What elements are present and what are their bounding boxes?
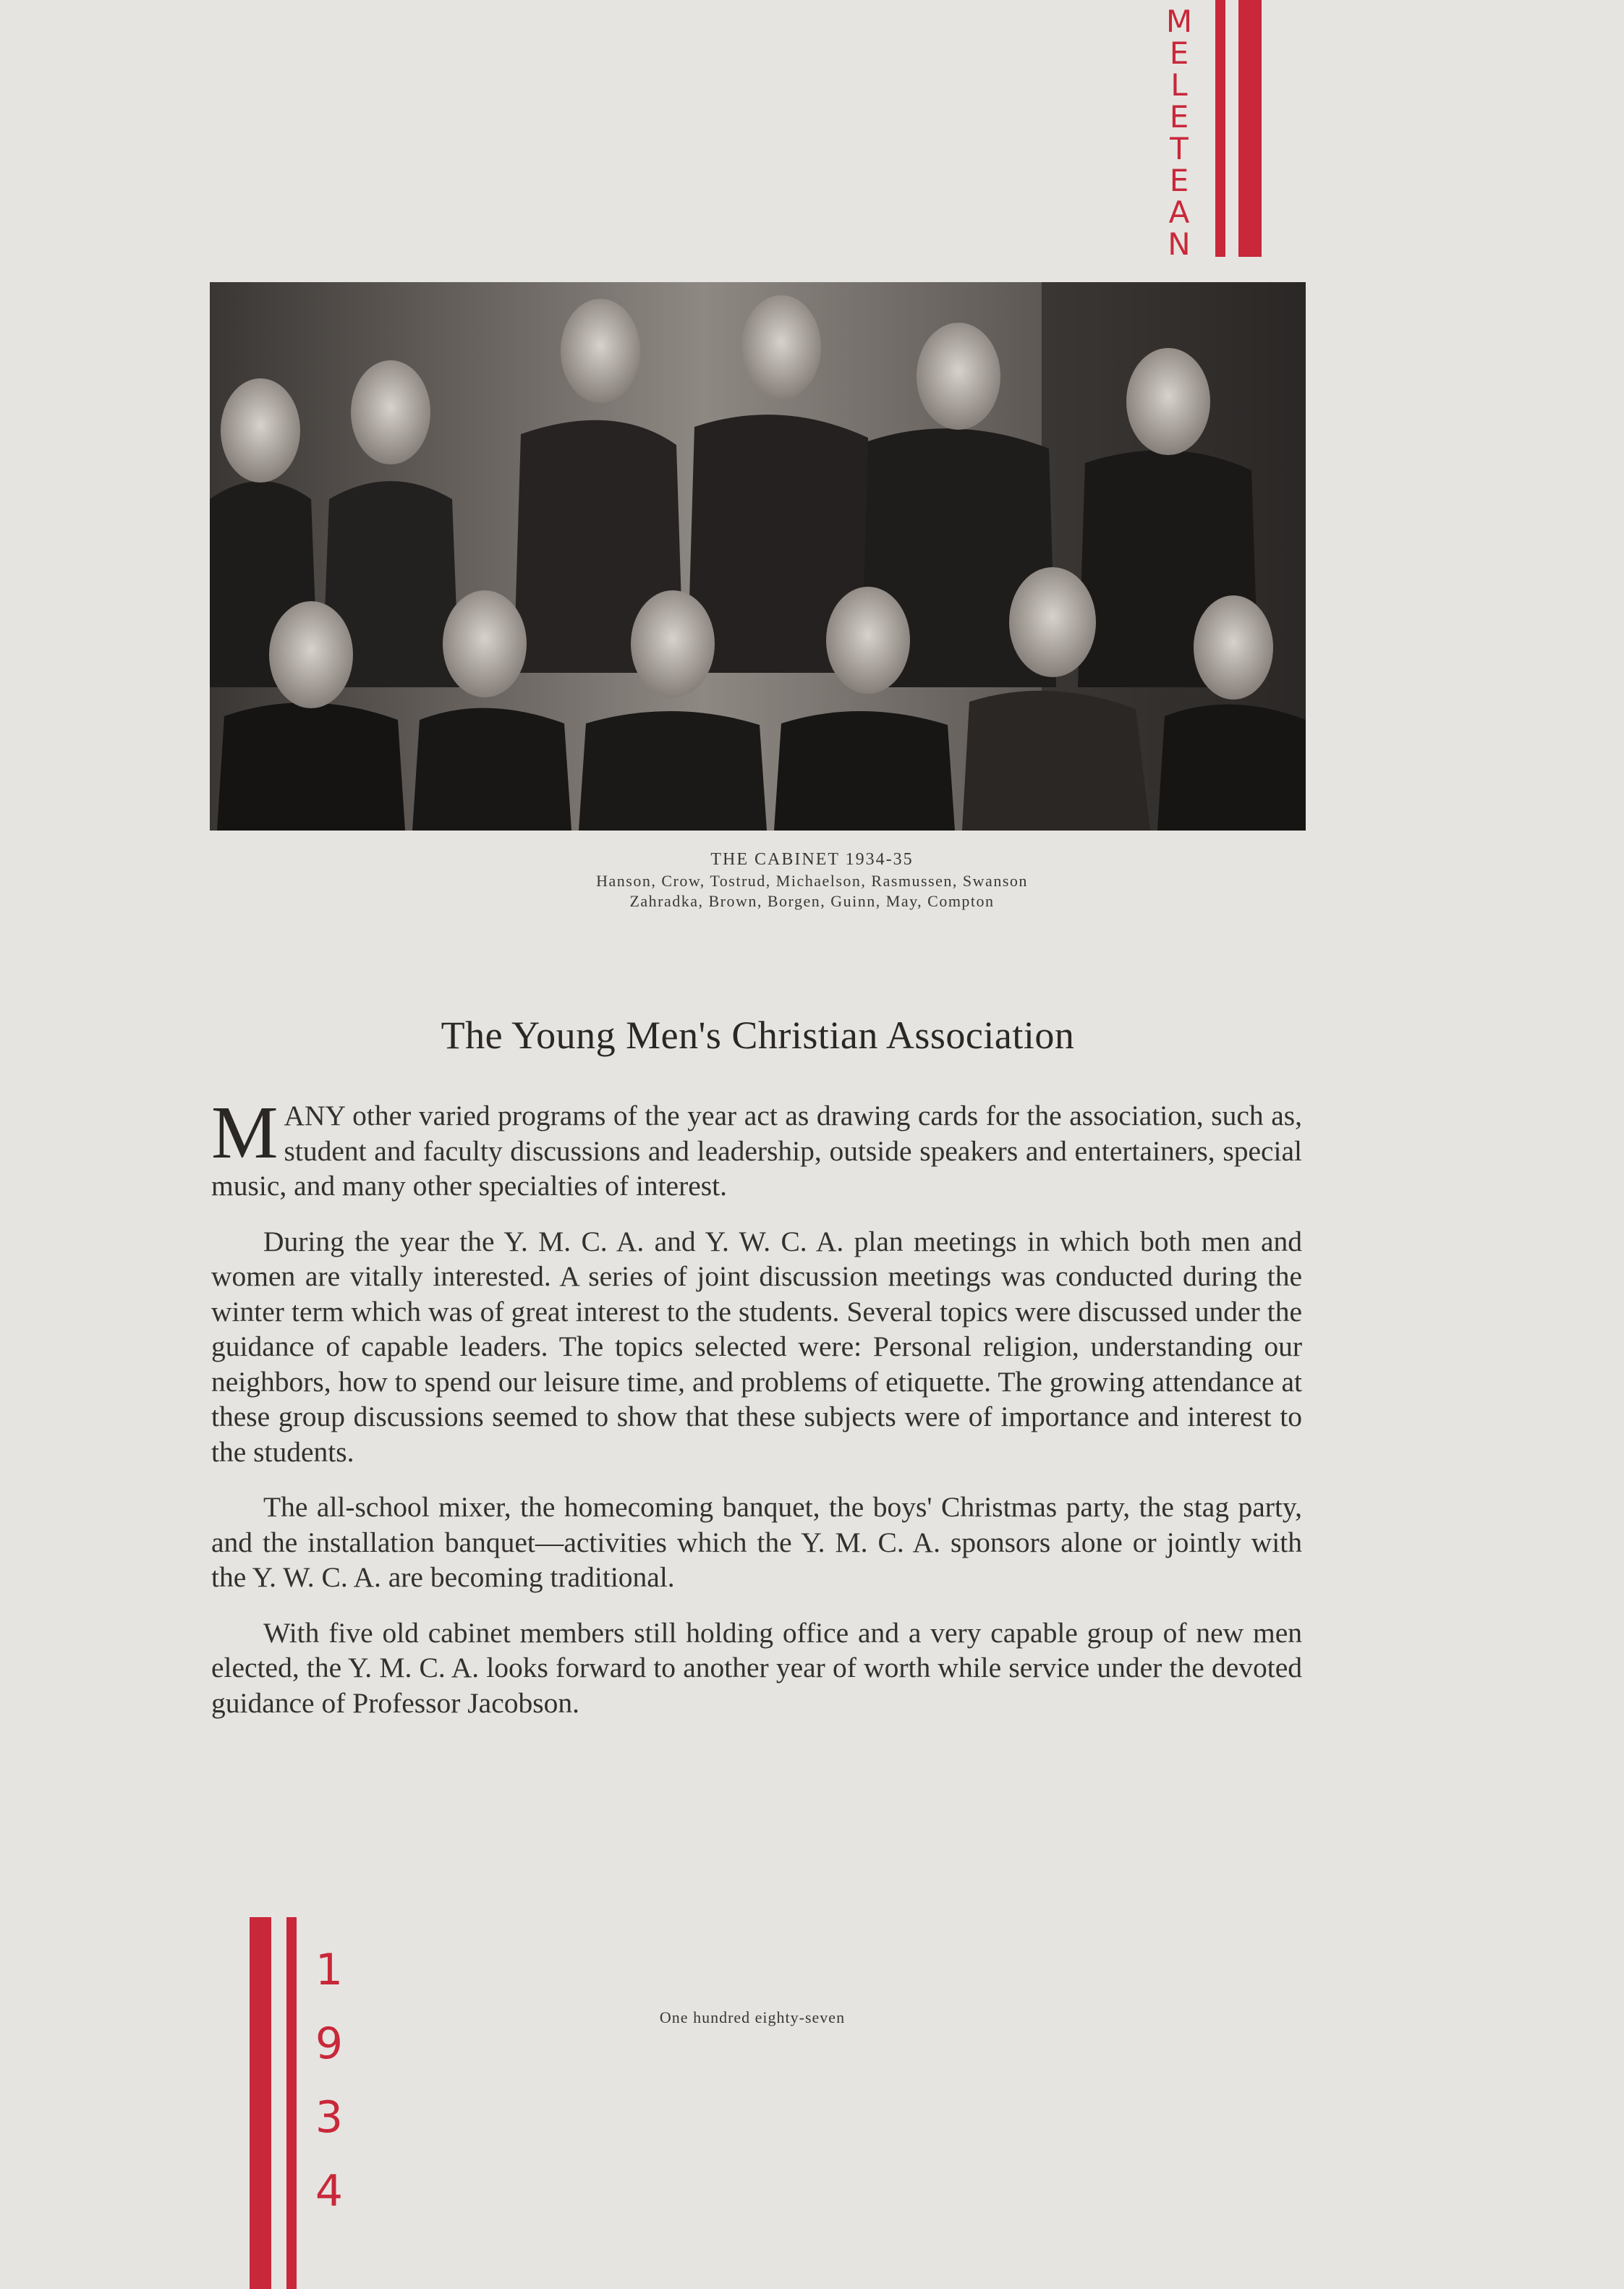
year-digit: 1: [315, 1945, 344, 1995]
year-vertical: [307, 1933, 351, 2228]
side-title-letter: M: [1165, 4, 1193, 39]
cabinet-group-photo: [210, 282, 1306, 831]
paragraph-4: With five old cabinet members still holding office and a very capable group of new men elected, the Y. M. C. A. looks forward to another year of worth while service under the devoted guidance of Professor Jacobson.: [211, 1616, 1302, 1719]
paragraph-1: [211, 1091, 1302, 1204]
red-bar-thick-top: [1238, 0, 1262, 257]
side-title-letter: E: [1169, 163, 1189, 198]
paragraph-3: The all-school mixer, the homecoming banquet, the boys' Christmas party, the stag party, and the installation banquet—activities which the Y. M. C. A. sponsors alone or jointly with the Y. W. C. A. are becoming traditional.: [211, 1491, 1302, 1593]
paragraph-1-text: ANY other varied programs of the year act as drawing cards for the association, such as, student and faculty discussions and leadership, outside speakers and entertainers, special music, and many other specialties of interest.: [211, 1100, 1302, 1202]
drop-cap: M: [211, 1091, 279, 1174]
photo-illustration: [210, 282, 1306, 831]
caption-title: THE CABINET 1934-35: [710, 850, 914, 869]
red-bar-thin-bottom: [286, 1917, 297, 2289]
photo-caption: [405, 848, 1219, 912]
side-title-letter: A: [1168, 195, 1190, 230]
side-title-letter: E: [1169, 35, 1189, 71]
article-body: [211, 1091, 1302, 1741]
red-bar-thin-top: [1215, 0, 1225, 257]
year-digit: 9: [315, 2018, 344, 2069]
side-title-letter: L: [1170, 67, 1188, 103]
caption-names-row1: Hanson, Crow, Tostrud, Michaelson, Rasmussen, Swanson: [596, 872, 1028, 890]
side-title-meletean: [1157, 6, 1201, 260]
page-title: The Young Men's Christian Association: [441, 1014, 1075, 1057]
year-digit: 3: [315, 2092, 344, 2143]
caption-names-row2: Zahradka, Brown, Borgen, Guinn, May, Compton: [629, 892, 995, 910]
side-title-letter: E: [1169, 99, 1189, 135]
page-number: One hundred eighty-seven: [659, 2008, 846, 2026]
year-digit: 4: [315, 2166, 344, 2217]
side-title-letter: N: [1168, 226, 1191, 262]
paragraph-2: During the year the Y. M. C. A. and Y. W. C. A. plan meetings in which both men and women are vitally interested. A series of joint discussion meetings was conducted during the winter term which was of great interest to the students. Several topics were discussed under the guidance of capable leaders. The topics selected were: Personal religion, understanding our neighbors, how to spend our leisure time, and problems of etiquette. The growing attendance at these group discussions seemed to show that these subjects were of importance and interest to the students.: [211, 1225, 1302, 1468]
side-title-letter: T: [1170, 131, 1189, 166]
red-bar-thick-bottom: [250, 1917, 271, 2289]
